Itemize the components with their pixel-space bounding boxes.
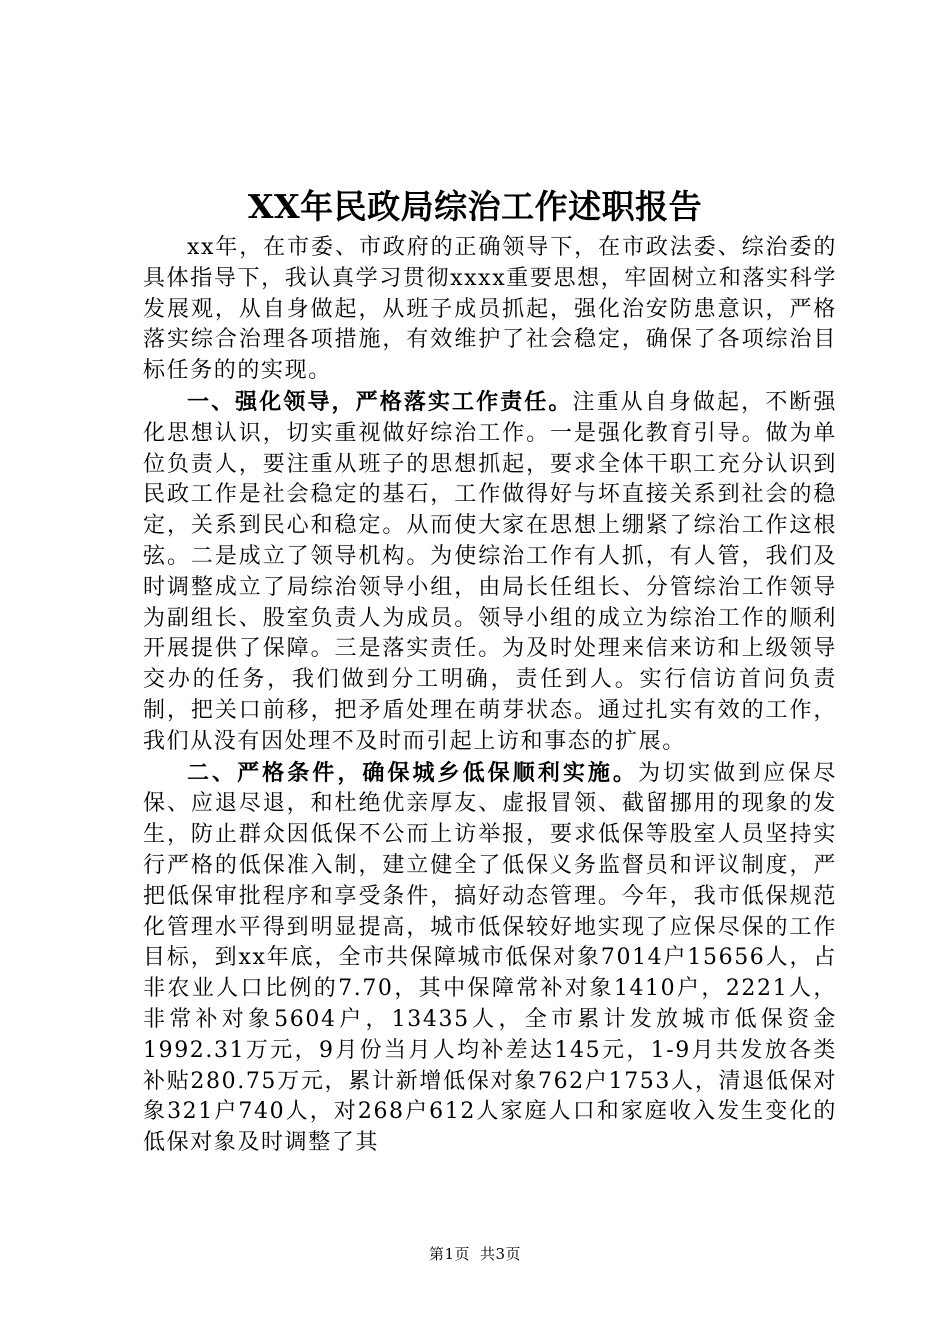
page-number: 第1页 <box>428 1245 470 1263</box>
page-total: 共3页 <box>480 1245 522 1263</box>
section-1-text: 注重从自身做起，不断强化思想认识，切实重视做好综治工作。一是强化教育引导。做为单位负责人，要注重从班子的思想抓起，要求全体干职工充分认识到民政工作是社会稳定的基石，工作做得好与坏直接关系到社会的稳定，关系到民心和稳定。从而使大家在思想上绷紧了综治工作这根弦。二是成立了领导机构。为使综治工作有人抓，有人管，我们及时调整成立了局综治领导小组，由局长任组长、分管综治工作领导为副组长、股室负责人为成员。领导小组的成立为综治工作的顺利开展提供了保障。三是落实责任。为及时处理来信来访和上级领导交办的任务，我们做到分工明确，责任到人。实行信访首问负责制，把关口前移，把矛盾处理在萌芽状态。通过扎实有效的工作，我们从没有因处理不及时而引起上访和事态的扩展。 <box>143 389 837 754</box>
section-2-text: 为切实做到应保尽保、应退尽退，和杜绝优亲厚友、虚报冒领、截留挪用的现象的发生，防止群众因低保不公而上访举报，要求低保等股室人员坚持实行严格的低保准入制，建立健全了低保义务监督员和评议制度，严把低保审批程序和享受条件，搞好动态管理。今年，我市低保规范化管理水平得到明显提高，城市低保较好地实现了应保尽保的工作目标，到xx年底，全市共保障城市低保对象7014户15656人，占非农业人口比例的7.70，其中保障常补对象1410户，2221人，非常补对象5604户，13435人，全市累计发放城市低保资金1992.31万元，9月份当月人均补差达145元，1-9月共发放各类补贴280.75万元，累计新增低保对象762户1753人，清退低保对象321户740人，对268户612人家庭人口和家庭收入发生变化的低保对象及时调整了其 <box>143 760 837 1156</box>
paragraph-section-2 <box>143 758 837 1159</box>
section-1-heading: 一、强化领导，严格落实工作责任。 <box>187 388 573 415</box>
document-body <box>143 233 837 1159</box>
paragraph-section-1 <box>143 387 837 758</box>
paragraph-intro-text: xx年，在市委、市政府的正确领导下，在市政法委、综治委的具体指导下，我认真学习贯彻xxxx重要思想，牢固树立和落实科学发展观，从自身做起，从班子成员抓起，强化治安防患意识，严格落实综合治理各项措施，有效维护了社会稳定，确保了各项综治目标任务的的实现。 <box>143 235 837 384</box>
page-footer <box>0 1244 950 1264</box>
document-title: XX年民政局综治工作述职报告 <box>247 187 703 226</box>
section-2-heading: 二、严格条件，确保城乡低保顺利实施。 <box>187 759 638 786</box>
paragraph-intro <box>143 233 837 387</box>
